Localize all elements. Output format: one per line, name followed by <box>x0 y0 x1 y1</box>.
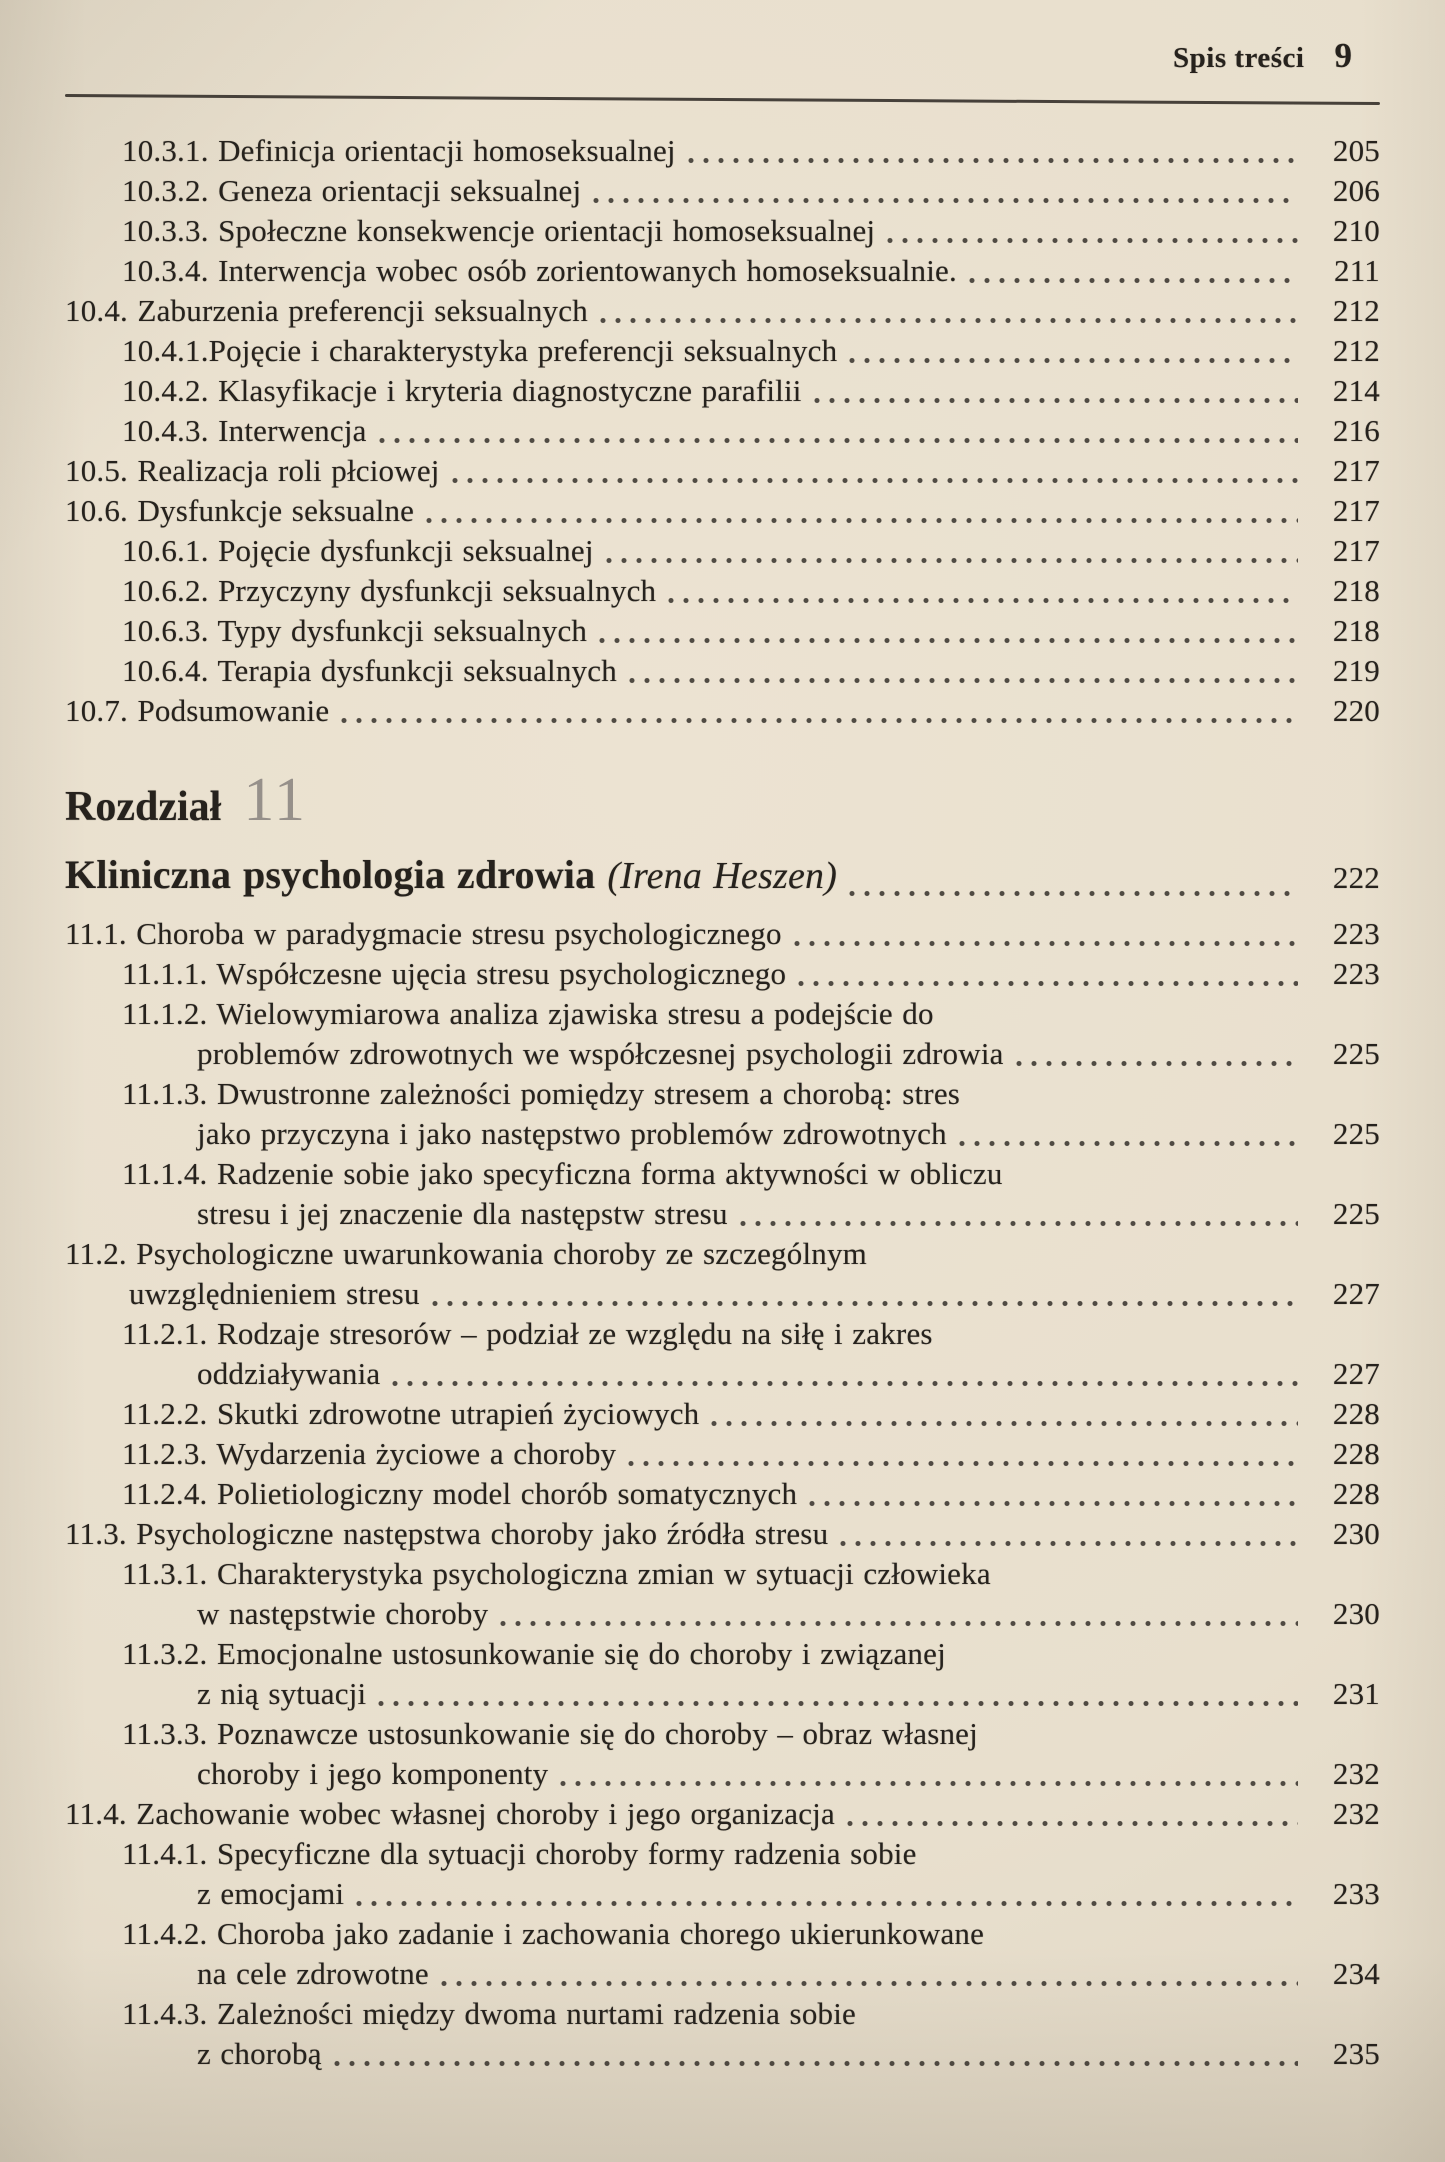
toc-entry-line <box>65 1154 1380 1194</box>
toc-entry <box>65 411 1380 451</box>
toc-entry <box>65 651 1380 691</box>
header-title: Spis treści <box>1173 42 1305 74</box>
entry-text: w następstwie choroby <box>197 1596 489 1631</box>
toc-entry <box>65 1794 1380 1834</box>
header-page-number: 9 <box>1334 36 1352 75</box>
entry-text: 11.3.3. Poznawcze ustosunkowanie się do choroby – obraz własnej <box>122 1716 978 1751</box>
entry-page-number: 228 <box>1332 1476 1380 1511</box>
entry-page-number: 228 <box>1332 1396 1380 1431</box>
toc-entry <box>65 1234 1380 1314</box>
entry-text: 10.6.2. Przyczyny dysfunkcji seksualnych <box>122 573 657 608</box>
dot-leader <box>840 1540 1298 1547</box>
toc-entry <box>65 211 1380 251</box>
dot-leader <box>629 677 1298 684</box>
toc-entry-line <box>65 954 1380 994</box>
entry-page-number: 216 <box>1332 413 1380 448</box>
toc-entry <box>65 1514 1380 1554</box>
entry-text: 10.7. Podsumowanie <box>65 693 330 728</box>
toc-entry <box>65 994 1380 1074</box>
entry-text: jako przyczyna i jako następstwo problemów zdrowotnych <box>197 1116 947 1151</box>
entry-page-number: 227 <box>1332 1276 1380 1311</box>
toc-entry-line <box>65 1594 1380 1634</box>
chapter-label-line <box>65 765 1380 839</box>
toc-entry-line <box>65 451 1380 491</box>
entry-text: 11.2.1. Rodzaje stresorów – podział ze względu na siłę i zakres <box>122 1316 933 1351</box>
entry-text: 11.1.4. Radzenie sobie jako specyficzna forma aktywności w obliczu <box>122 1156 1003 1191</box>
entry-page-number: 225 <box>1332 1036 1380 1071</box>
entry-text: 10.5. Realizacja roli płciowej <box>65 453 440 488</box>
dot-leader <box>969 277 1298 284</box>
dot-leader <box>809 1500 1298 1507</box>
entry-text: 11.2.3. Wydarzenia życiowe a choroby <box>122 1436 617 1471</box>
toc-entry-line <box>65 1474 1380 1514</box>
toc-entry-line <box>65 291 1380 331</box>
toc-entry-line <box>65 1634 1380 1674</box>
entry-text: 11.4. Zachowanie wobec własnej choroby i jego organizacja <box>65 1796 835 1831</box>
entry-text: 10.6.4. Terapia dysfunkcji seksualnych <box>122 653 617 688</box>
toc-entry <box>65 914 1380 954</box>
toc-entry <box>65 691 1380 731</box>
entry-text: uwzględnieniem stresu <box>129 1276 420 1311</box>
entry-page-number: 232 <box>1332 1756 1380 1791</box>
toc-entry-line <box>65 1714 1380 1754</box>
entry-text: 11.3.1. Charakterystyka psychologiczna zmian w sytuacji człowieka <box>122 1556 991 1591</box>
entry-text: 11.3.2. Emocjonalne ustosunkowanie się do choroby i związanej <box>122 1636 946 1671</box>
entry-page-number: 217 <box>1332 453 1380 488</box>
toc-entry <box>65 251 1380 291</box>
toc-entry <box>65 371 1380 411</box>
dot-leader <box>794 940 1298 947</box>
toc-entry-line <box>65 1034 1380 1074</box>
toc-section-10 <box>65 131 1380 731</box>
entry-page-number: 217 <box>1332 533 1380 568</box>
toc-entry-line <box>65 994 1380 1034</box>
toc-entry-line <box>65 1674 1380 1714</box>
toc-entry-line <box>65 371 1380 411</box>
toc-entry <box>65 1554 1380 1634</box>
entry-text: 11.2. Psychologiczne uwarunkowania choroby ze szczególnym <box>65 1236 867 1271</box>
entry-text: 11.4.1. Specyficzne dla sytuacji choroby formy radzenia sobie <box>122 1836 917 1871</box>
dot-leader <box>711 1420 1298 1427</box>
toc-entry <box>65 1154 1380 1234</box>
entry-page-number: 217 <box>1332 493 1380 528</box>
dot-leader <box>959 1140 1298 1147</box>
entry-text: 11.4.3. Zależności między dwoma nurtami radzenia sobie <box>122 1996 856 2031</box>
dot-leader <box>628 1460 1298 1467</box>
entry-text: z chorobą <box>197 2036 322 2071</box>
toc-entry <box>65 1394 1380 1434</box>
dot-leader <box>600 317 1298 324</box>
dot-leader <box>392 1380 1298 1387</box>
chapter-author: (Irena Heszen) <box>607 855 838 897</box>
toc-entry-line <box>65 1354 1380 1394</box>
dot-leader <box>849 357 1298 364</box>
entry-page-number: 218 <box>1332 613 1380 648</box>
dot-leader <box>599 637 1298 644</box>
toc-entry <box>65 611 1380 651</box>
entry-text: 11.2.4. Polietiologiczny model chorób somatycznych <box>122 1476 798 1511</box>
toc-entry-line <box>65 1274 1380 1314</box>
entry-text: 10.4.2. Klasyfikacje i kryteria diagnostyczne parafilii <box>122 373 802 408</box>
toc-entry-line <box>65 1834 1380 1874</box>
entry-page-number: 233 <box>1332 1876 1380 1911</box>
toc-entry <box>65 291 1380 331</box>
toc-entry-line <box>65 914 1380 954</box>
toc-entry-line <box>65 171 1380 211</box>
entry-text: 10.4.3. Interwencja <box>122 413 367 448</box>
toc-entry-line <box>65 1954 1380 1994</box>
toc-entry-line <box>65 1434 1380 1474</box>
toc-entry <box>65 451 1380 491</box>
entry-page-number: 228 <box>1332 1436 1380 1471</box>
entry-page-number: 232 <box>1332 1796 1380 1831</box>
toc-entry-line <box>65 1874 1380 1914</box>
entry-page-number: 225 <box>1332 1196 1380 1231</box>
entry-page-number: 230 <box>1332 1516 1380 1551</box>
entry-page-number: 211 <box>1334 253 1380 288</box>
entry-text: oddziaływania <box>197 1356 381 1391</box>
toc-entry-line <box>65 1754 1380 1794</box>
entry-text: z emocjami <box>197 1876 345 1911</box>
toc-entry <box>65 1074 1380 1154</box>
entry-text: 11.1.1. Współczesne ujęcia stresu psychologicznego <box>122 956 787 991</box>
entry-page-number: 234 <box>1332 1956 1380 1991</box>
toc-entry <box>65 1634 1380 1714</box>
toc-entry <box>65 531 1380 571</box>
dot-leader <box>668 597 1298 604</box>
entry-page-number: 227 <box>1332 1356 1380 1391</box>
entry-page-number: 235 <box>1332 2036 1380 2071</box>
entry-text: 11.2.2. Skutki zdrowotne utrapień życiowych <box>122 1396 700 1431</box>
entry-page-number: 223 <box>1332 956 1380 991</box>
toc-entry <box>65 131 1380 171</box>
entry-text: 10.4. Zaburzenia preferencji seksualnych <box>65 293 588 328</box>
entry-text: stresu i jej znaczenie dla następstw stresu <box>197 1196 728 1231</box>
entry-page-number: 223 <box>1332 916 1380 951</box>
chapter-title: Kliniczna psychologia zdrowia <box>65 852 596 897</box>
toc-entry-line <box>65 691 1380 731</box>
toc-entry-line <box>65 1554 1380 1594</box>
toc-entry <box>65 1914 1380 1994</box>
toc-entry-line <box>65 251 1380 291</box>
toc-section-11 <box>65 914 1380 2074</box>
toc-entry-line <box>65 331 1380 371</box>
dot-leader <box>379 437 1298 444</box>
toc-entry <box>65 1714 1380 1794</box>
entry-page-number: 210 <box>1332 213 1380 248</box>
toc-entry-line <box>65 1394 1380 1434</box>
entry-text: 11.4.2. Choroba jako zadanie i zachowania chorego ukierunkowane <box>122 1916 985 1951</box>
toc-entry <box>65 1314 1380 1394</box>
toc-entry-line <box>65 1194 1380 1234</box>
chapter-number: 11 <box>243 766 308 834</box>
dot-leader <box>356 1900 1298 1907</box>
entry-text: na cele zdrowotne <box>197 1956 429 1991</box>
entry-page-number: 218 <box>1332 573 1380 608</box>
entry-text: 10.3.2. Geneza orientacji seksualnej <box>122 173 582 208</box>
dot-leader <box>341 717 1298 724</box>
entry-text: 11.3. Psychologiczne następstwa choroby jako źródła stresu <box>65 1516 829 1551</box>
dot-leader <box>798 980 1298 987</box>
entry-text: problemów zdrowotnych we współczesnej psychologii zdrowia <box>197 1036 1004 1071</box>
toc-entry-line <box>65 1914 1380 1954</box>
toc-entry-line <box>65 1514 1380 1554</box>
entry-text: 10.3.1. Definicja orientacji homoseksualnej <box>122 133 676 168</box>
toc-entry-line <box>65 211 1380 251</box>
dot-leader <box>606 557 1298 564</box>
entry-text: 11.1.2. Wielowymiarowa analiza zjawiska stresu a podejście do <box>122 996 934 1031</box>
entry-text: 10.6.1. Pojęcie dysfunkcji seksualnej <box>122 533 594 568</box>
toc-entry <box>65 571 1380 611</box>
toc-entry-line <box>65 411 1380 451</box>
entry-page-number: 205 <box>1332 133 1380 168</box>
chapter-prefix: Rozdział <box>65 784 222 830</box>
dot-leader <box>1016 1060 1298 1067</box>
entry-text: 10.3.3. Społeczne konsekwencje orientacji homoseksualnej <box>122 213 876 248</box>
entry-page-number: 212 <box>1332 333 1380 368</box>
dot-leader <box>814 397 1298 404</box>
toc-entry-line <box>65 531 1380 571</box>
dot-leader <box>560 1780 1298 1787</box>
dot-leader <box>334 2060 1298 2067</box>
chapter-title-line <box>65 849 1380 904</box>
toc-entry-line <box>65 1234 1380 1274</box>
dot-leader <box>887 237 1298 244</box>
toc-entry-line <box>65 1314 1380 1354</box>
toc-entry <box>65 1474 1380 1514</box>
chapter-page-number: 222 <box>1332 860 1380 895</box>
page-header <box>65 36 1380 88</box>
entry-text: 10.6.3. Typy dysfunkcji seksualnych <box>122 613 588 648</box>
toc-entry-line <box>65 1114 1380 1154</box>
dot-leader <box>847 1820 1298 1827</box>
dot-leader <box>441 1980 1298 1987</box>
dot-leader <box>593 197 1298 204</box>
toc-entry <box>65 171 1380 211</box>
entry-text: 10.3.4. Interwencja wobec osób zorientowanych homoseksualnie. <box>122 253 957 288</box>
toc-entry-line <box>65 131 1380 171</box>
header-rule <box>65 94 1380 105</box>
toc-entry <box>65 1994 1380 2074</box>
dot-leader <box>426 517 1298 524</box>
toc-entry-line <box>65 611 1380 651</box>
dot-leader <box>432 1300 1298 1307</box>
entry-page-number: 212 <box>1332 293 1380 328</box>
entry-text: 10.6. Dysfunkcje seksualne <box>65 493 415 528</box>
dot-leader <box>452 477 1298 484</box>
entry-page-number: 225 <box>1332 1116 1380 1151</box>
table-of-contents <box>65 131 1380 2074</box>
entry-page-number: 230 <box>1332 1596 1380 1631</box>
dot-leader <box>849 890 1298 897</box>
toc-entry-line <box>65 571 1380 611</box>
toc-entry-line <box>65 651 1380 691</box>
entry-text: 11.1. Choroba w paradygmacie stresu psychologicznego <box>65 916 782 951</box>
toc-entry <box>65 331 1380 371</box>
toc-entry-line <box>65 1074 1380 1114</box>
toc-entry <box>65 954 1380 994</box>
entry-text: choroby i jego komponenty <box>197 1756 549 1791</box>
dot-leader <box>740 1220 1298 1227</box>
entry-page-number: 231 <box>1332 1676 1380 1711</box>
entry-text: 11.1.3. Dwustronne zależności pomiędzy stresem a chorobą: stres <box>122 1076 961 1111</box>
dot-leader <box>378 1700 1298 1707</box>
chapter-heading <box>65 765 1380 904</box>
entry-page-number: 206 <box>1332 173 1380 208</box>
entry-page-number: 219 <box>1332 653 1380 688</box>
entry-page-number: 214 <box>1332 373 1380 408</box>
entry-text: 10.4.1.Pojęcie i charakterystyka preferencji seksualnych <box>122 333 838 368</box>
dot-leader <box>500 1620 1298 1627</box>
entry-text: z nią sytuacji <box>197 1676 367 1711</box>
toc-entry-line <box>65 491 1380 531</box>
dot-leader <box>688 157 1298 164</box>
toc-entry <box>65 1434 1380 1474</box>
entry-page-number: 220 <box>1332 693 1380 728</box>
toc-entry-line <box>65 1794 1380 1834</box>
toc-entry-line <box>65 2034 1380 2074</box>
toc-entry <box>65 491 1380 531</box>
toc-entry <box>65 1834 1380 1914</box>
toc-entry-line <box>65 1994 1380 2034</box>
